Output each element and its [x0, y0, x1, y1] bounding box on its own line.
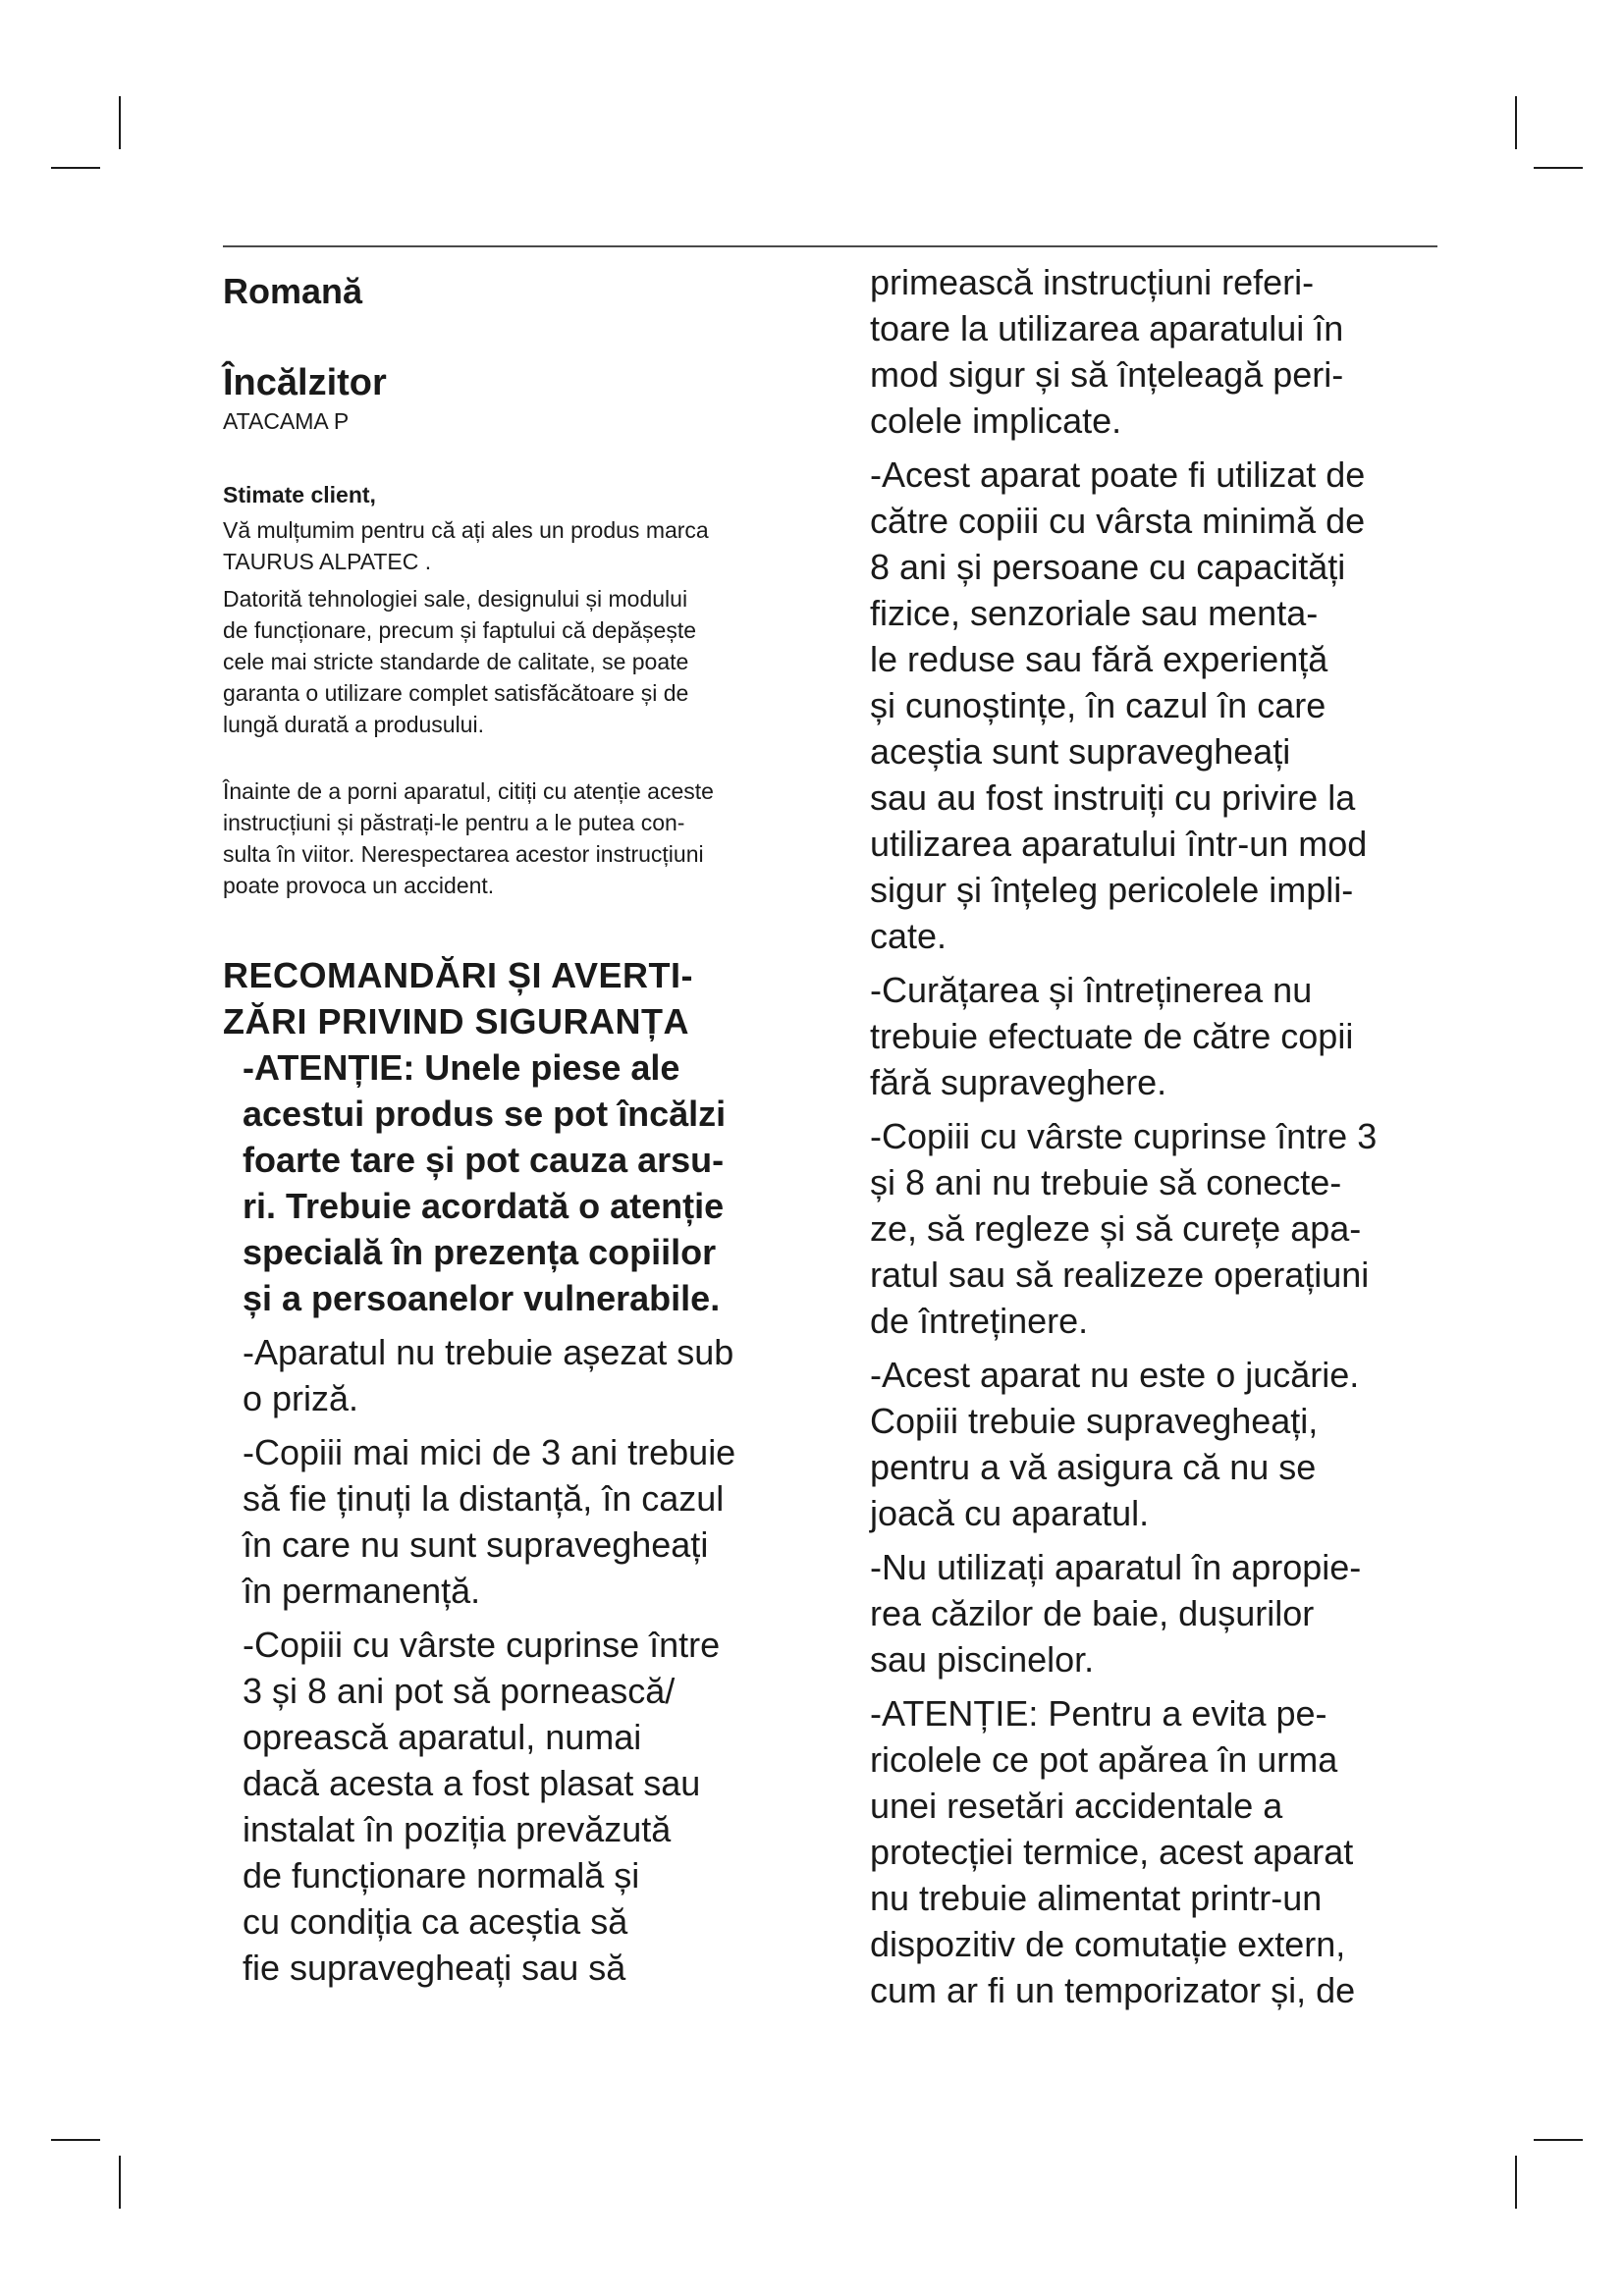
item-maintenance-children: -Copiii cu vârste cuprinse între 3 și 8 ani nu trebuie să conecte- ze, să regleze și să curețe apa- ratul sau să realizeze operațiuni de întreținere. [870, 1116, 1378, 1341]
thanks-paragraph: Vă mulțumim pentru că ați ales un produs marca TAURUS ALPATEC . [223, 517, 709, 574]
crop-mark [51, 167, 100, 169]
right-column [870, 255, 1459, 2013]
technology-paragraph: Datorită tehnologiei sale, designului și modului de funcționare, precum și faptului că depășește cele mai stricte standarde de calitate, se poate garanta o utilizare complet satisfăcătoare și de lungă durată a produsului. [223, 586, 697, 737]
greeting: Stimate client, [223, 482, 376, 507]
item-children-3-8: -Copiii cu vârste cuprinse între 3 și 8 ani pot să pornească/ oprească aparatul, numai dacă acesta a fost plasat sau instalat în poziția prevăzută de funcționare normală și cu condiția ca aceștia să fie supravegheați sau să [243, 1625, 721, 1988]
item-socket: -Aparatul nu trebuie așezat sub o priză. [243, 1332, 734, 1418]
warning-burns: -ATENȚIE: Unele piese ale acestui produs se pot încălzi foarte tare și pot cauza arsu- ri. Trebuie acordată o atenție specială în prezența copiilor și a persoanelor vulnerabile. [243, 1047, 727, 1318]
crop-mark [1515, 96, 1517, 149]
item-bathroom: -Nu utilizați aparatul în apropie- rea căzilor de baie, dușurilor sau piscinelor. [870, 1547, 1362, 1680]
item-children-3-8-continued: primească instrucțiuni referi- toare la utilizarea aparatului în mod sigur și să înțeleagă peri- colele implicate. [870, 262, 1344, 441]
crop-mark [1515, 2156, 1517, 2209]
item-not-a-toy: -Acest aparat nu este o jucărie. Copiii trebuie supravegheați, pentru a vă asigura că nu se joacă cu aparatul. [870, 1355, 1360, 1533]
header-rule [223, 245, 1437, 247]
item-cleaning: -Curățarea și întreținerea nu trebuie efectuate de către copii fără supraveghere. [870, 970, 1354, 1102]
safety-heading: RECOMANDĂRI ȘI AVERTI- ZĂRI PRIVIND SIGURANȚA [223, 955, 693, 1041]
crop-mark [119, 2156, 121, 2209]
read-instructions-paragraph: Înainte de a porni aparatul, citiți cu atenție aceste instrucțiuni și păstrați-le pentru a le putea con- sulta în viitor. Nerespectarea acestor instrucțiuni poate provoca un accident. [223, 778, 714, 898]
crop-mark [1534, 2139, 1583, 2141]
item-children-8-plus: -Acest aparat poate fi utilizat de către copiii cu vârsta minimă de 8 ani și persoane cu capacități fizice, senzoriale sau menta- le reduse sau fără experiență și cunoștințe, în cazul în care aceștia sunt supravegheați sau au fost instruiți cu privire la utilizarea aparatului într-un mod sigur și înțeleg pericolele impli- cate. [870, 454, 1368, 956]
product-title: Încălzitor [223, 362, 387, 403]
product-model: ATACAMA P [223, 408, 350, 434]
crop-mark [1534, 167, 1583, 169]
crop-mark [119, 96, 121, 149]
crop-mark [51, 2139, 100, 2141]
left-column [223, 255, 812, 1991]
language-label: Romană [223, 271, 363, 311]
item-thermal-protection: -ATENȚIE: Pentru a evita pe- ricolele ce pot apărea în urma unei resetări accidentale a protecției termice, acest aparat nu trebuie alimentat printr-un dispozitiv de comutație extern, cum ar fi un temporizator și, de [870, 1693, 1356, 2010]
item-children-under-3: -Copiii mai mici de 3 ani trebuie să fie ținuți la distanță, în cazul în care nu sunt supravegheați în permanență. [243, 1432, 736, 1611]
